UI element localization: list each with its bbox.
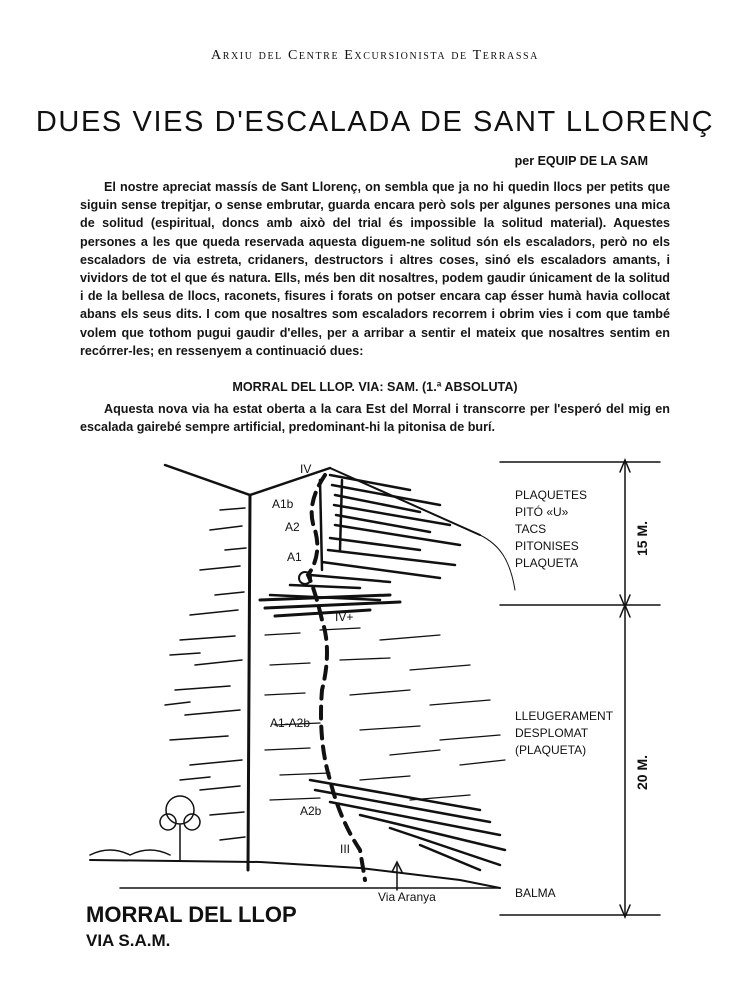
route-topo-drawing [60,450,700,950]
legend-top [515,487,587,572]
grade-a1-a2b: A1-A2b [270,716,311,730]
route-paragraph [80,400,670,436]
paragraph-2: Aquesta nova via ha estat oberta a la cara Est del Morral i transcorre per l'esperó del mig en escalada gairebé sempre artificial, predominant-hi la pitonisa de burí. [80,402,670,435]
grade-iii: III [340,842,351,856]
grade-a1b: A1b [272,497,294,511]
legend-mid [515,708,613,759]
via-aranya-label: Via Aranya [378,890,436,904]
caption-line-2: VIA S.A.M. [86,931,171,950]
article-title: DUES VIES D'ESCALADA DE SANT LLORENÇ [35,106,715,138]
legend-top-line: PLAQUETA [515,556,579,570]
legend-mid-line: (PLAQUETA) [515,743,587,757]
height-top-label: 15 M. [634,520,650,556]
caption-line-1: MORRAL DEL LLOP [86,902,297,927]
legend-top-line: PITONISES [515,539,579,553]
legend-mid-line: LLEUGERAMENT [515,709,614,723]
grade-a2b: A2b [300,804,322,818]
grade-a1: A1 [287,550,302,564]
intro-paragraph [80,178,670,360]
legend-balma: BALMA [515,886,556,900]
grade-a2: A2 [285,520,300,534]
legend-top-line: TACS [515,522,547,536]
diagram-caption [86,902,297,954]
route-subheading: MORRAL DEL LLOP. VIA: SAM. (1.ª ABSOLUTA) [232,380,518,394]
legend-top-line: PITÓ «U» [515,505,569,519]
grade-iv-plus: IV+ [335,610,354,624]
legend-top-line: PLAQUETES [515,488,588,502]
legend-mid-line: DESPLOMAT [515,726,589,740]
archive-header: Arxiu del Centre Excursionista de Terrassa [211,48,539,63]
paragraph-1: El nostre apreciat massís de Sant Llorenç, on sembla que ja no hi quedin llocs per petits que siguin sense trepitjar, o sense embrutar, guarda encara però sols per algunes persones una mica de solitud (espiritual, doncs amb això del trial és impossible la solitud material). Aquestes persones a les que queda reservada aquesta diguem-ne solitud són els escaladors, però no els escaladors de via estreta, cridaners, destructors i altres coses, sinó els escaladors amants, i vividors de tot el que és natura. Ells, més ben dit nosaltres, podem gaudir únicament de la solitud i de la bellesa de llocs, raconets, fisures i forats on potser encara cap ésser humà havia collocat abans els seus dits. I com que nosaltres som escaladors recorrem i obrim vies i com que també volem que tothom pugui gaudir d'elles, per a arribar a sentir el mateix que nosaltres sentim en recórrer-les; en ressenyem a continuació dues: [80,180,670,358]
grade-iv: IV [300,462,312,476]
height-bottom-label: 20 M. [634,754,650,790]
article-author: per EQUIP DE LA SAM [514,154,648,168]
